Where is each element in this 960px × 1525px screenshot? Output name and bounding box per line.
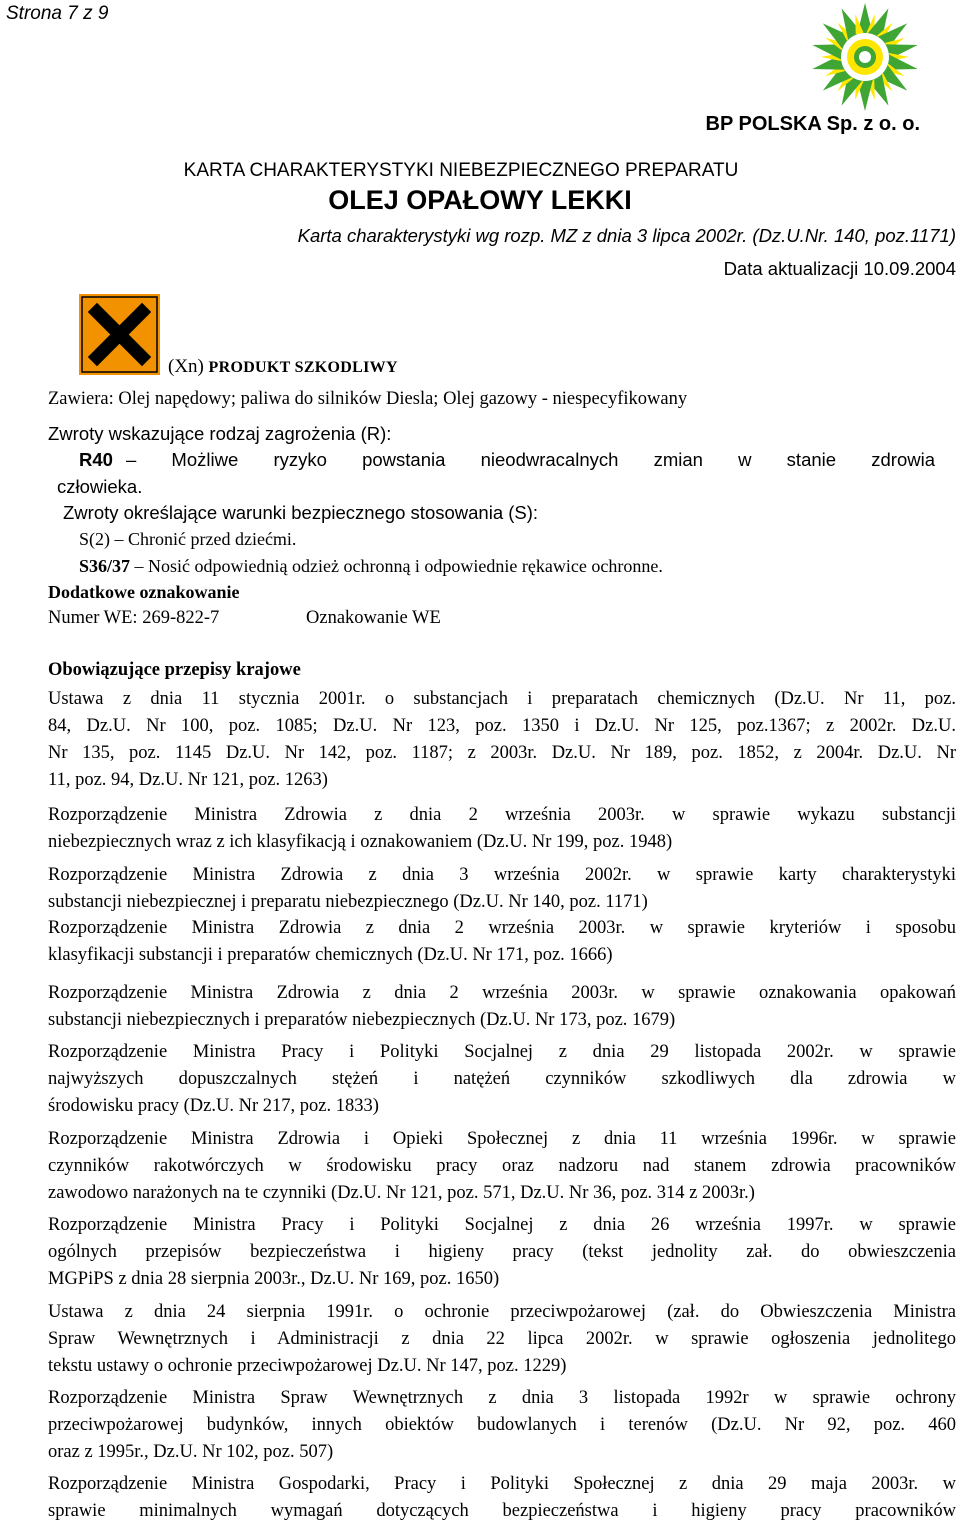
company-name: BP POLSKA Sp. z o. o.	[705, 113, 920, 135]
regulation-line: Rozporządzenie Ministra Spraw Wewnętrznych z dnia 3 listopada 1992r w sprawie ochrony	[48, 1388, 956, 1408]
regulation-line: Rozporządzenie Ministra Zdrowia i Opieki Społecznej z dnia 11 września 1996r. w sprawie	[48, 1129, 956, 1149]
r40-text: – Możliwe ryzyko powstania nieodwracalnych zmian w stanie zdrowia	[125, 449, 935, 470]
regulation-line: Rozporządzenie Ministra Pracy i Polityki Socjalnej z dnia 26 września 1997r. w sprawie	[48, 1215, 956, 1235]
regulation-line: Ustawa z dnia 11 stycznia 2001r. o substancjach i preparatach chemicznych (Dz.U. Nr 11, poz.	[48, 689, 956, 709]
harmful-cross-icon	[79, 294, 160, 375]
hazard-label: PRODUKT SZKODLIWY	[208, 359, 398, 376]
regulation-line: środowisku pracy (Dz.U. Nr 217, poz. 1833)	[48, 1096, 379, 1116]
regulation-line: Rozporządzenie Ministra Zdrowia z dnia 2 września 2003r. w sprawie oznakowania opakowań	[48, 983, 956, 1003]
regulation-line: Ustawa z dnia 24 sierpnia 1991r. o ochronie przeciwpożarowej (zał. do Obwieszczenia Ministra	[48, 1302, 956, 1322]
regulation-reference: Karta charakterystyki wg rozp. MZ z dnia 3 lipca 2002r. (Dz.U.Nr. 140, poz.1171)	[297, 225, 956, 246]
additional-marking-heading: Dodatkowe oznakowanie	[48, 582, 240, 602]
s2-code: S(2)	[79, 529, 110, 549]
we-marking: Oznakowanie WE	[306, 608, 441, 628]
hazard-code: (Xn)	[168, 356, 204, 377]
regulation-line: czynników rakotwórczych w środowisku pracy oraz nadzoru nad stanem zdrowia pracowników	[48, 1156, 956, 1176]
regulation-line: Nr 135, poz. 1145 Dz.U. Nr 142, poz. 1187; z 2003r. Dz.U. Nr 189, poz. 1852, z 2004r. Dz.U. Nr	[48, 743, 956, 763]
regulation-line: substancji niebezpiecznej i preparatu niebezpiecznego (Dz.U. Nr 140, poz. 1171)	[48, 892, 648, 912]
regulation-line: Rozporządzenie Ministra Gospodarki, Pracy i Polityki Społecznej z dnia 29 maja 2003r. w	[48, 1474, 956, 1494]
regulation-line: Rozporządzenie Ministra Pracy i Polityki Socjalnej z dnia 29 listopada 2002r. w sprawie	[48, 1042, 956, 1062]
regulations-heading: Obowiązujące przepisy krajowe	[48, 660, 301, 680]
r-phrases-heading: Zwroty wskazujące rodzaj zagrożenia (R):	[48, 423, 392, 444]
regulation-line: MGPiPS z dnia 28 sierpnia 2003r., Dz.U. Nr 169, poz. 1650)	[48, 1269, 500, 1289]
page-number: Strona 7 z 9	[6, 3, 109, 24]
regulation-line: 84, Dz.U. Nr 100, poz. 1085; Dz.U. Nr 123, poz. 1350 i Dz.U. Nr 125, poz.1367; z 2002r. Dz.U.	[48, 716, 956, 736]
s-phrases-heading: Zwroty określające warunki bezpiecznego stosowania (S):	[63, 502, 539, 523]
s2-phrase	[79, 529, 296, 550]
s2-text: – Chronić przed dziećmi.	[114, 529, 297, 549]
update-date: Data aktualizacji 10.09.2004	[723, 258, 956, 279]
regulation-line: tekstu ustawy o ochronie przeciwpożarowej Dz.U. Nr 147, poz. 1229)	[48, 1356, 567, 1376]
bp-helios-logo-icon	[800, 2, 930, 112]
contains-statement: Zawiera: Olej napędowy; paliwa do silników Diesla; Olej gazowy - niespecyfikowany	[48, 389, 688, 409]
regulation-line: zawodowo narażonych na te czynniki (Dz.U. Nr 121, poz. 571, Dz.U. Nr 36, poz. 314 z 2003r.)	[48, 1183, 755, 1203]
hazard-classification	[168, 356, 398, 378]
regulation-line: najwyższych dopuszczalnych stężeń i natężeń czynników szkodliwych dla zdrowia w	[48, 1069, 956, 1089]
regulation-line: niebezpiecznych wraz z ich klasyfikacją i oznakowaniem (Dz.U. Nr 199, poz. 1948)	[48, 832, 673, 852]
r40-phrase	[79, 449, 935, 471]
s3637-text: – Nosić odpowiednią odzież ochronną i odpowiednie rękawice ochronne.	[134, 556, 663, 576]
r40-code: R40	[79, 449, 113, 470]
regulation-line: ogólnych przepisów bezpieczeństwa i higieny pracy (tekst jednolity zał. do obwieszczenia	[48, 1242, 956, 1262]
regulation-line: Rozporządzenie Ministra Zdrowia z dnia 3 września 2002r. w sprawie karty charakterystyki	[48, 865, 956, 885]
regulation-line: sprawie minimalnych wymagań dotyczących bezpieczeństwa i higieny pracy pracowników	[48, 1501, 956, 1521]
s3637-code: S36/37	[79, 556, 131, 576]
regulation-line: 11, poz. 94, Dz.U. Nr 121, poz. 1263)	[48, 770, 328, 790]
regulation-line: Spraw Wewnętrznych i Administracji z dnia 22 lipca 2002r. w sprawie ogłoszenia jednolitego	[48, 1329, 956, 1349]
regulation-line: Rozporządzenie Ministra Zdrowia z dnia 2 września 2003r. w sprawie kryteriów i sposobu	[48, 918, 956, 938]
regulation-line: klasyfikacji substancji i preparatów chemicznych (Dz.U. Nr 171, poz. 1666)	[48, 945, 613, 965]
regulation-line: oraz z 1995r., Dz.U. Nr 102, poz. 507)	[48, 1442, 334, 1462]
regulation-line: Rozporządzenie Ministra Zdrowia z dnia 2 września 2003r. w sprawie wykazu substancji	[48, 805, 956, 825]
document-type: KARTA CHARAKTERYSTYKI NIEBEZPIECZNEGO PREPARATU	[183, 160, 739, 181]
s3637-phrase	[79, 556, 663, 577]
r40-text-continued: człowieka.	[57, 476, 143, 497]
product-name: OLEJ OPAŁOWY LEKKI	[328, 185, 632, 215]
regulation-line: substancji niebezpiecznych i preparatów niebezpiecznych (Dz.U. Nr 173, poz. 1679)	[48, 1010, 676, 1030]
we-number: Numer WE: 269-822-7	[48, 608, 220, 628]
regulation-line: przeciwpożarowej budynków, innych obiektów budowlanych i terenów (Dz.U. Nr 92, poz. 460	[48, 1415, 956, 1435]
